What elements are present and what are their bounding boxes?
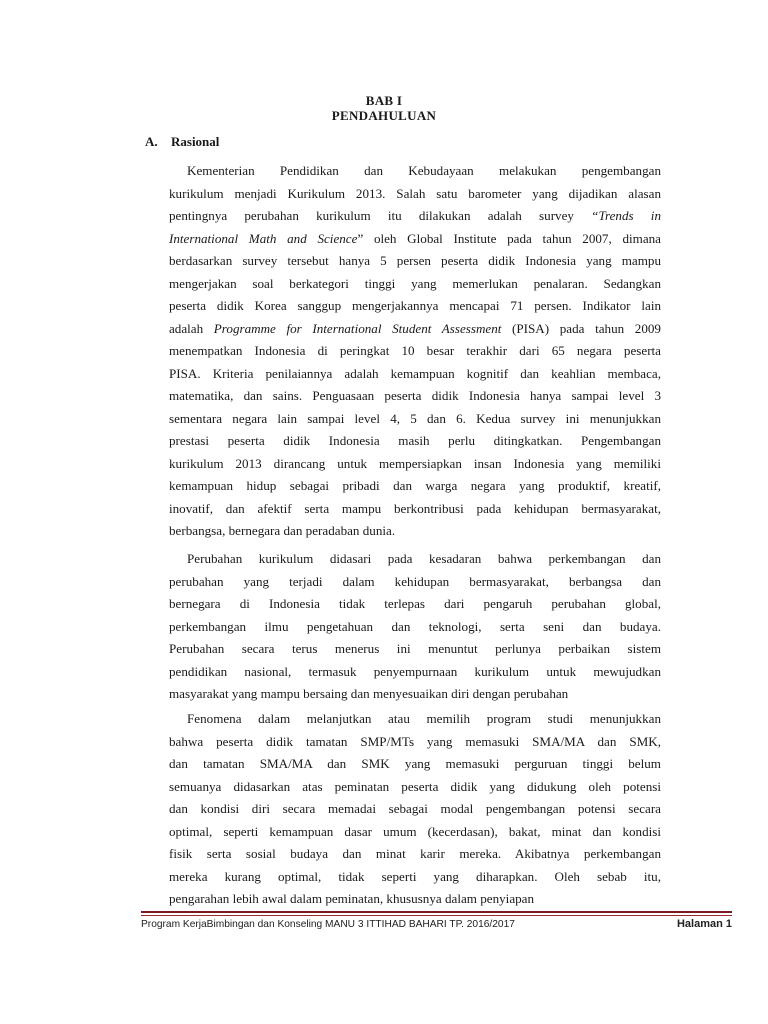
text-line: mereka kurang optimal, tidak seperti yang diharapkan. Oleh sebab itu, — [169, 868, 661, 884]
section-title: Rasional — [171, 134, 220, 149]
paragraph-1 — [169, 160, 661, 543]
text-segment: adalah — [169, 320, 214, 336]
footer-program-title: Program KerjaBimbingan dan Konseling MANU 3 ITTIHAD BAHARI TP. 2016/2017 — [141, 919, 515, 930]
text-line: kurikulum 2013 dirancang untuk mempersiapkan insan Indonesia yang memiliki — [169, 455, 661, 471]
text-line: perkembangan ilmu pengetahuan dan teknologi, serta seni dan budaya. — [169, 618, 661, 634]
text-line: kurikulum menjadi Kurikulum 2013. Salah satu barometer yang dijadikan alasan — [169, 185, 661, 201]
text-line: Fenomena dalam melanjutkan atau memilih program studi menunjukkan — [187, 711, 661, 726]
text-line: bahwa peserta didik tamatan SMP/MTs yang memasuki SMA/MA dan SMK, — [169, 733, 661, 749]
text-segment: pentingnya perubahan kurikulum itu dilakukan adalah survey — [169, 208, 592, 223]
italic-phrase: “Trends in — [591, 208, 661, 223]
chapter-title: PENDAHULUAN — [331, 108, 437, 123]
text-line: peserta didik Korea sanggup mengerjakannya mencapai 71 persen. Indikator lain — [169, 298, 661, 313]
italic-phrase: International Math and Science — [169, 230, 358, 246]
page-number: Halaman 1 — [676, 918, 732, 930]
text-line: pengarahan lebih awal dalam peminatan, khususnya dalam penyiapan — [169, 891, 535, 906]
text-line: mengerjakan soal berkategori tinggi yang memerlukan penalaran. Sedangkan — [169, 275, 661, 291]
text-line: berdasarkan survey tersebut hanya 5 persen peserta didik Indonesia yang mampu — [169, 253, 661, 268]
text-line: Kementerian Pendidikan dan Kebudayaan melakukan pengembangan — [187, 163, 661, 178]
text-line: semuanya didasarkan atas peminatan peserta didik yang didukung oleh potensi — [169, 778, 661, 794]
text-line: perubahan yang terjadi dalam kehidupan bermasyarakat, berbangsa dan — [169, 573, 661, 589]
text-line: masyarakat yang mampu bersaing dan menyesuaikan diri dengan perubahan — [169, 686, 569, 701]
text-segment: (PISA) pada tahun 2009 — [501, 320, 661, 336]
text-line: dan tamatan SMA/MA dan SMK yang memasuki perguruan tinggi belum — [169, 756, 661, 771]
italic-phrase: Programme for International Student Assessment — [213, 320, 502, 336]
footer-rule-thick — [141, 911, 732, 913]
text-line — [169, 228, 661, 251]
text-line: sementara negara lain sampai level 4, 5 dan 6. Kedua survey ini menunjukkan — [169, 410, 661, 426]
text-line — [169, 205, 661, 228]
text-line: Perubahan kurikulum didasari pada kesadaran bahwa perkembangan dan — [187, 551, 661, 566]
text-line — [169, 318, 661, 341]
section-letter: A. — [145, 134, 158, 149]
text-line: inovatif, dan afektif serta mampu berkontribusi pada kehidupan bermasyarakat, — [169, 500, 661, 516]
text-line: kemampuan hidup sebagai pribadi dan warga negara yang produktif, kreatif, — [169, 478, 661, 493]
text-line: fisik serta sosial budaya dan minat karir mereka. Akibatnya perkembangan — [169, 846, 661, 861]
paragraph-2 — [169, 548, 661, 706]
text-line: bernegara di Indonesia tidak terlepas dari pengaruh perubahan global, — [169, 596, 661, 611]
text-line: prestasi peserta didik Indonesia masih perlu ditingkatkan. Pengembangan — [169, 433, 661, 448]
chapter-number: BAB I — [365, 93, 403, 108]
text-line: dan kondisi diri secara memadai sebagai modal pengembangan potensi secara — [169, 801, 661, 816]
section-heading — [145, 134, 219, 150]
text-line: pendidikan nasional, termasuk penyempurnaan kurikulum untuk mewujudkan — [169, 663, 661, 679]
text-line: matematika, dan sains. Penguasaan peserta didik Indonesia hanya sampai level 3 — [169, 388, 661, 403]
paragraph-3 — [169, 708, 661, 911]
text-segment: ” oleh Global Institute pada tahun 2007, dimana — [357, 230, 661, 246]
text-line: menempatkan Indonesia di peringkat 10 besar terakhir dari 65 negara peserta — [169, 343, 661, 358]
text-line: Perubahan secara terus menerus ini menuntut perlunya perbaikan sistem — [169, 641, 661, 656]
text-line: optimal, seperti kemampuan dasar umum (kecerdasan), bakat, minat dan kondisi — [169, 823, 661, 839]
footer-rule-thin — [141, 915, 732, 916]
text-line: PISA. Kriteria penilaiannya adalah kemampuan kognitif dan keahlian membaca, — [169, 365, 661, 381]
text-line: berbangsa, bernegara dan peradaban dunia. — [169, 523, 396, 538]
